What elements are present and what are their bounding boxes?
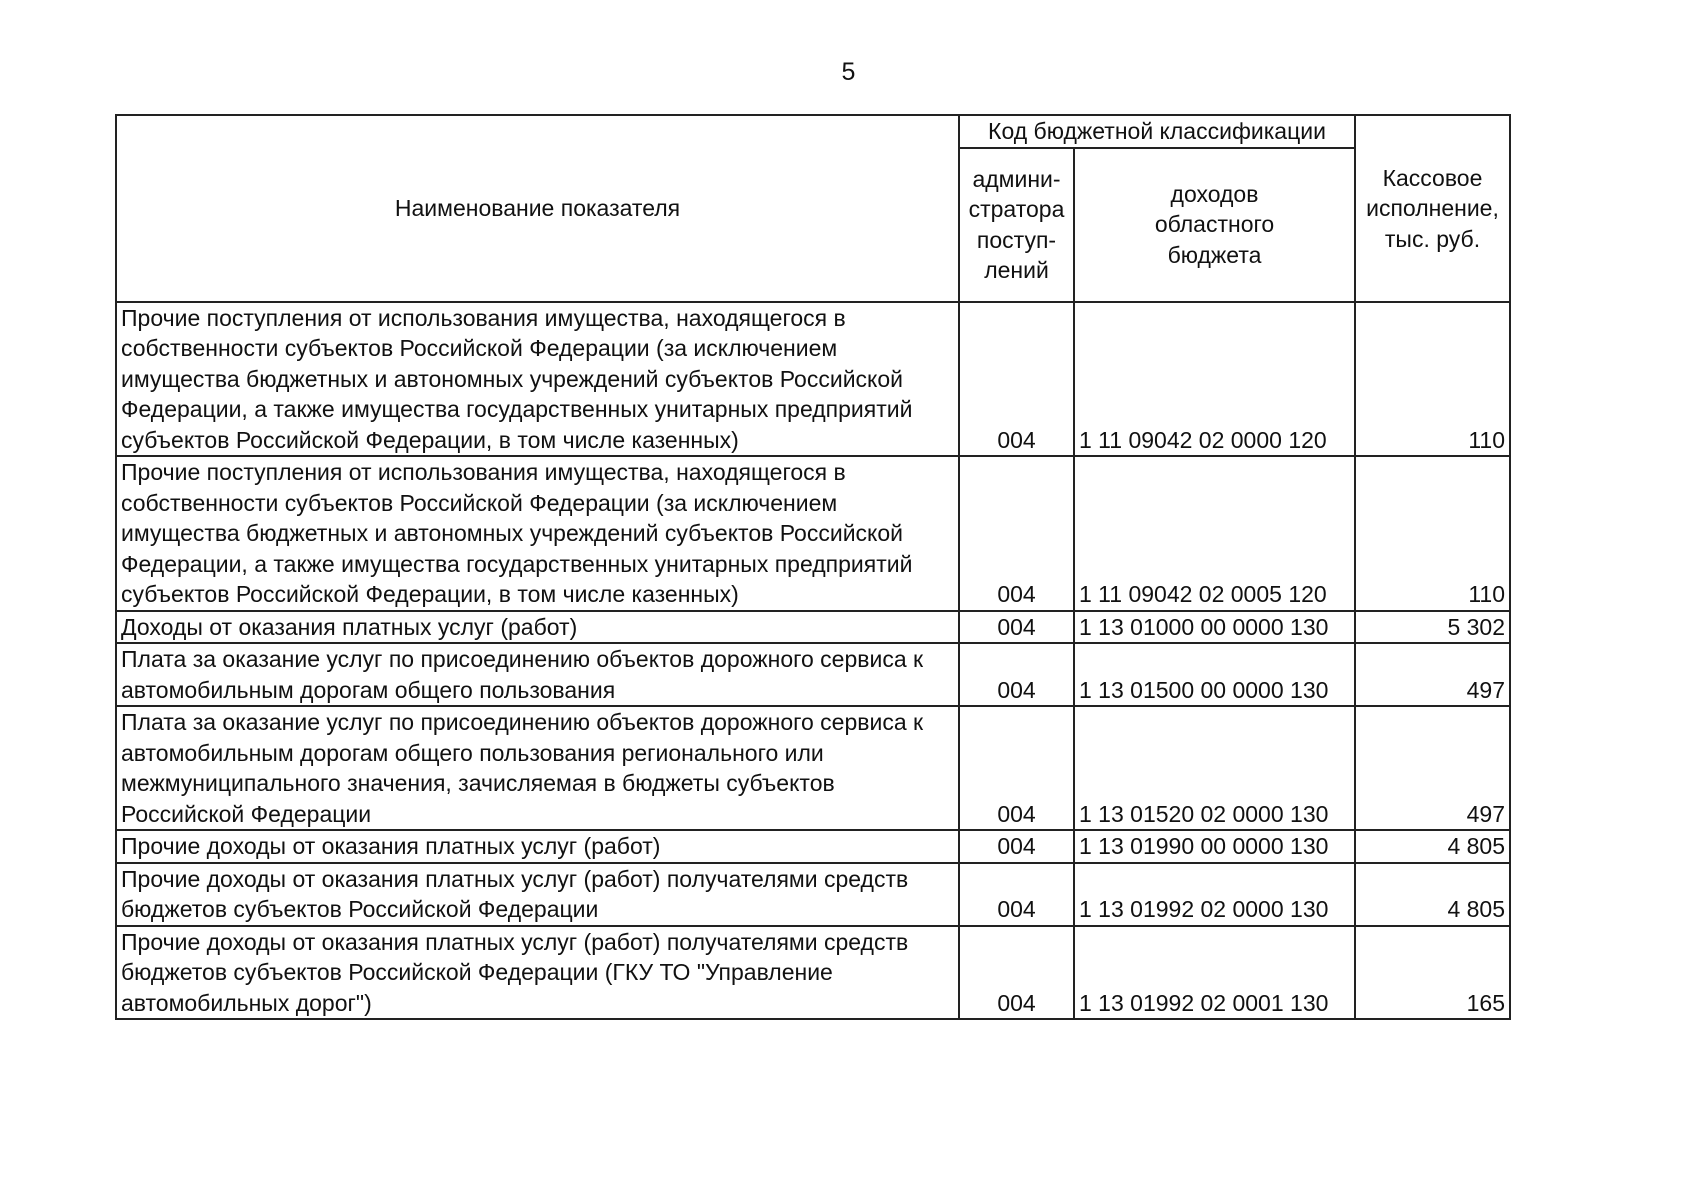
cash-execution-cell: 110 [1355, 302, 1510, 457]
indicator-name-cell: Прочие доходы от оказания платных услуг (работ) [116, 830, 959, 863]
admin-code-cell: 004 [959, 302, 1074, 457]
cash-execution-cell: 165 [1355, 926, 1510, 1020]
indicator-name-cell: Плата за оказание услуг по присоединению объектов дорожного сервиса к автомобильным дорогам общего пользования [116, 643, 959, 706]
table-row [116, 830, 1510, 863]
admin-code-cell: 004 [959, 706, 1074, 830]
header-cash-execution: Кассовое исполнение, тыс. руб. [1355, 115, 1510, 302]
indicator-name-cell: Плата за оказание услуг по присоединению объектов дорожного сервиса к автомобильным дорогам общего пользования регионального или межмуниципального значения, зачисляемая в бюджеты субъектов Российской Федерации [116, 706, 959, 830]
header-administrator: админи- стратора поступ- лений [959, 148, 1074, 302]
admin-code-cell: 004 [959, 926, 1074, 1020]
cash-execution-cell: 4 805 [1355, 863, 1510, 926]
income-code-cell: 1 13 01000 00 0000 130 [1074, 611, 1355, 644]
table-row [116, 611, 1510, 644]
page-number: 5 [841, 58, 856, 86]
indicator-name-cell: Прочие поступления от использования имущества, находящегося в собственности субъектов Российской Федерации (за исключением имущества бюджетных и автономных учреждений субъектов Российской Федерации, а также имущества государственных унитарных предприятий субъектов Российской Федерации, в том числе казенных) [116, 302, 959, 457]
budget-table [115, 114, 1511, 1020]
income-code-cell: 1 13 01520 02 0000 130 [1074, 706, 1355, 830]
cash-execution-cell: 5 302 [1355, 611, 1510, 644]
admin-code-cell: 004 [959, 830, 1074, 863]
table-row [116, 706, 1510, 830]
admin-code-cell: 004 [959, 643, 1074, 706]
header-kbk-group: Код бюджетной классификации [959, 115, 1355, 148]
income-code-cell: 1 13 01992 02 0000 130 [1074, 863, 1355, 926]
income-code-cell: 1 13 01500 00 0000 130 [1074, 643, 1355, 706]
table-row [116, 926, 1510, 1020]
income-code-cell: 1 13 01990 00 0000 130 [1074, 830, 1355, 863]
indicator-name-cell: Прочие доходы от оказания платных услуг (работ) получателями средств бюджетов субъектов Российской Федерации (ГКУ ТО "Управление автомобильных дорог") [116, 926, 959, 1020]
indicator-name-cell: Доходы от оказания платных услуг (работ) [116, 611, 959, 644]
table-body [116, 302, 1510, 1020]
income-code-cell: 1 11 09042 02 0000 120 [1074, 302, 1355, 457]
table-row [116, 643, 1510, 706]
table-row [116, 302, 1510, 457]
cash-execution-cell: 497 [1355, 706, 1510, 830]
table-row [116, 863, 1510, 926]
income-code-cell: 1 13 01992 02 0001 130 [1074, 926, 1355, 1020]
table-row [116, 456, 1510, 611]
header-indicator-name: Наименование показателя [116, 115, 959, 302]
indicator-name-cell: Прочие поступления от использования имущества, находящегося в собственности субъектов Российской Федерации (за исключением имущества бюджетных и автономных учреждений субъектов Российской Федерации, а также имущества государственных унитарных предприятий субъектов Российской Федерации, в том числе казенных) [116, 456, 959, 611]
admin-code-cell: 004 [959, 456, 1074, 611]
cash-execution-cell: 4 805 [1355, 830, 1510, 863]
admin-code-cell: 004 [959, 611, 1074, 644]
admin-code-cell: 004 [959, 863, 1074, 926]
table-header [116, 115, 1510, 302]
indicator-name-cell: Прочие доходы от оказания платных услуг (работ) получателями средств бюджетов субъектов Российской Федерации [116, 863, 959, 926]
header-regional-budget-income: доходов областного бюджета [1074, 148, 1355, 302]
cash-execution-cell: 110 [1355, 456, 1510, 611]
income-code-cell: 1 11 09042 02 0005 120 [1074, 456, 1355, 611]
cash-execution-cell: 497 [1355, 643, 1510, 706]
